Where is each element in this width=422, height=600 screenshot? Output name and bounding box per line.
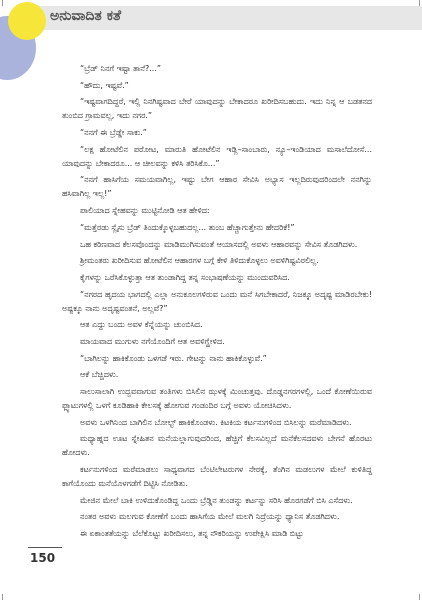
story-paragraph: “ಬಾಗಿಲನ್ನು ಹಾಕಿಕೊಂಡು ಒಳಗಡೆ ಇರು. ಗೇಟನ್ನು ನಾನು ಹಾಕಿಕೊಳ್ಳುವೆ.” [80, 353, 267, 363]
story-paragraph: ನಂತರ ಅವಳು ಮಲಗುವ ಕೋಣೆಗೆ ಬಂದು ಹಾಸಿಗೆಯ ಮೇಲೆ ಮಲಗಿ ನಿದ್ರೆಯನ್ನು ಧ್ಯಾನಿಸ ತೊಡಗಿದಳು. [80, 512, 340, 522]
page-number: 150 [30, 551, 56, 565]
story-paragraph: ಆತ ಎದ್ದು ಬಂದು ಅವಳ ಕೆನ್ನೆಯನ್ನು ಚುಂಬಿಸಿದ. [80, 320, 203, 330]
story-paragraph: ಒಹ ಕಠಿಣವಾದ ಕೆಲಸವೊಂದನ್ನು ಮಾಡಿಮುಗಿಸುವಂತೆ ಆಯಾಸದಲ್ಲಿ ಅವಳು ಆಹಾರವನ್ನು ಸೇವಿಸ ತೊಡಗಿದಳು. [80, 239, 358, 249]
page-header-title: ಅನುವಾದಿತ ಕತೆ [50, 8, 122, 24]
story-paragraph: ಕೈಗಳನ್ನು ಒರೆಸಿಕೊಳ್ಳುತ್ತಾ ಆತ ತುಂಡಾಗಿದ್ದ ತನ್ನ ಸಂಭಾಷಣೆಯನ್ನು ಮುಂದುವರಿಸಿದ. [80, 272, 290, 282]
story-paragraph: ಪಾಲಿಯಾದ ಸ್ನೇಹವನ್ನು ಮುಟ್ಟಿನೋಡಿ ಆತ ಹೇಳಿದ: [80, 206, 210, 216]
header-decoration-yellow-circle [8, 2, 46, 40]
story-paragraph: ಮಧ್ಯಾಹ್ನದ ಊಟ ಸ್ನೇಹಿತನ ಮನೆಯಲ್ಲಾಗುವುದರಿಂದ, ಹೆಚ್ಚಿಗೆ ಕೆಲಸವಿಲ್ಲದೆ ಮನೆಕೆಲಸದವಳು ಬೇಗನೆ ಹೊರಟು ಹೋದಳು. [62, 434, 372, 458]
story-paragraph: “ನನಗೆ ಈ ಬ್ರೆಡ್ಡೇ ಸಾಕು.” [80, 128, 147, 138]
story-paragraph: “ನನಗೆ ಹಾಸಿಗೆಯ ಸಮಯವಾಗಿಲ್ಲ, ಇಷ್ಟು ಬೇಗ ಆಹಾರ ಸೇವಿಸಿ ಅಭ್ಯಾಸ ಇಲ್ಲದಿರುವುದರಿಂದಲೇ ನನಗಿನ್ನು ಹಸಿವಾಗಿಲ್ಲ ಇಲ್ಲ!” [62, 175, 372, 199]
story-paragraph: “ಲಕ್ಷ ಹೋಟೆಲಿನ ಪರೋಟ, ಮಾರುತಿ ಹೋಟೆಲಿನ ಇಡ್ಲಿ–ಸಾಂಬಾರು, ನ್ಯೂ–ಇಂಡಿಯಾದ ಮಸಾಲೆದೋಸೆ... ಯಾವುದನ್ನು ಬೇಕಾದರೂ... ಆ ಚೀಲವನ್ನು ಕಳಿಸಿ ತರಿಸಿಕೊ...” [62, 144, 372, 168]
crop-mark [2, 0, 3, 6]
story-paragraph: ಆಕೆ ಬೆಚ್ಚಿದಳು. [80, 370, 119, 380]
story-paragraph: ಮಾಯವಾದ ಮುಗುಳು ನಗೆಯೊಂದಿಗೆ ಆತ ಅವಳಿಗ್ಹೇಳಿದ. [80, 336, 225, 346]
story-paragraph: “ಹೌದು, ಇಷ್ಟವೆ.” [80, 80, 129, 90]
story-paragraph: ಈ ಏಕಾಂತತೆಯನ್ನು ಬೆಲೆಕೊಟ್ಟು ಖರೀದಿಸಲು, ತನ್ನ ನೌಕರಿಯನ್ನು ಉಪೇಕ್ಷಿಸಿ ಮಾಡಿ ಬಿಟ್ಟು [80, 529, 304, 539]
story-paragraph: “ಇಷ್ಟವಾಗದಿದ್ದರೆ, ಇಲ್ಲಿ ನಿನಗಿಷ್ಟವಾದ ಬೇರೆ ಯಾವುದನ್ನು ಬೇಕಾದರೂ ಖರೀದಿಸಬಹುದು. ಇದು ನಿನ್ನ ಆ ಬಡತನದ ತುಂಬಿದ ಗ್ರಾಮವಲ್ಲ, ಇದು ನಗರ.” [62, 97, 372, 121]
story-paragraph: “ಮತ್ತೆರಡು ಸ್ಲೈಸು ಬ್ರೆಡ್ ತಿಂದುಕ್ಕೊಳ್ಳಬಹುದಲ್ಲ... ತುಂಬ ಹೆಚ್ಚಾಗುತ್ತೇನು ಹೇದರಿಕೆ!” [80, 222, 295, 232]
crop-mark [419, 0, 420, 6]
story-paragraph: ಶ್ರೀಮಂತರು ಖರೀದಿಸುವ ಹೋಟೆಲಿನ ಆಹಾರಗಳ ಬಗ್ಗೆ ಕೇಳಿ ತಿಳಿದುಕೊಳ್ಳಲು ಅವಳಿಗಿಷ್ಟವಿರಲಿಲ್ಲ. [80, 256, 319, 266]
page-number-rule [28, 547, 62, 548]
story-paragraph: ಅವಳು ಒಳಗಿನಿಂದ ಬಾಗಿಲಿನ ಬೋಲ್ಟ್ ಹಾಕಿಕೊಂಡಳು. ಕಿಟಕಿಯ ಕರ್ಟನುಗಳಿಂದ ಬಿಸಿಲನ್ನು ಮರೆಮಾಡಿದಳು. [80, 417, 352, 427]
story-paragraph: ಸಾಲುಸಾಲಾಗಿ ಉದ್ಭವವಾಗುವ ತಂತಿಗಳು ಬಿಸಿಲಿನ ಝಳಕ್ಕೆ ಮಿಂಚುತ್ತವು. ದೊಡ್ಡನಗರಗಳಲ್ಲಿ, ಒಂದೆ ಕೋಣೆಯಿರುವ ಫ್ಲ್ಯಾಟುಗಳಲ್ಲಿ ಒಳಗೆ ಕೂಡಿಹಾಕಿ ಕೇಲಸಕ್ಕೆ ಹೋಗುವ ಗಂಡಂದಿರ ಬಗ್ಗೆ ಅವಳು ಯೋಚಿಸಿದಳು. [62, 387, 372, 410]
story-paragraph: ಕರ್ಟನುಗಳಿಂದ ಮರೆಮಾಡಲು ಸಾಧ್ಯವಾಗದ ಬೆಂಟಿಲೇಟರುಗಳ ನೇರಕ್ಕೆ, ತೆಂಗಿನ ಮಡಲುಗಳ ಮೇಲೆ ಕುಳಿತಿದ್ದ ಕಾಗೆಯೊಂದು ಮನೆಯೊಳಗಡೆಗೆ ದಿಟ್ಟಿಸಿ ನೋಡಿತು. [62, 465, 372, 489]
crop-mark [2, 594, 3, 600]
story-paragraph: ಮೇಜಿನ ಮೇಲೆ ಬಾಕಿ ಉಳಿದುಕೊಂಡಿದ್ದ ಒಂದು ಬ್ರೆಡ್ಡಿನ ತುಂಡನ್ನು ಕರ್ಟನ್ನು ಸರಿಸಿ ಹೊರಗಡೆಗೆ ಬಿಸಿ ಎಸೆದಳು. [80, 495, 353, 505]
crop-mark [419, 594, 420, 600]
story-paragraph: “ನಗರದ ಹೃದಯ ಭಾಗದಲ್ಲಿ ಎಲ್ಲಾ ಅನುಕೂಲಗಳಿರುವ ಒಂದು ಮನೆ ಸಿಗಬೇಕಾದರೆ, ನಿಜಕ್ಕೂ ಅದೃಷ್ಟ ಮಾಡಿರಬೇಕು! ಅಷ್ಟಕ್ಕೂ ನಾನು ಅದೃಷ್ಟವಂತನೆ, ಅಲ್ಲವೆ?” [62, 289, 372, 313]
story-paragraph: “ಬ್ರೆಡ್ ನಿನಗೆ ಇಷ್ಟಾ ತಾನೆ?...” [80, 64, 162, 73]
story-body [62, 62, 372, 544]
